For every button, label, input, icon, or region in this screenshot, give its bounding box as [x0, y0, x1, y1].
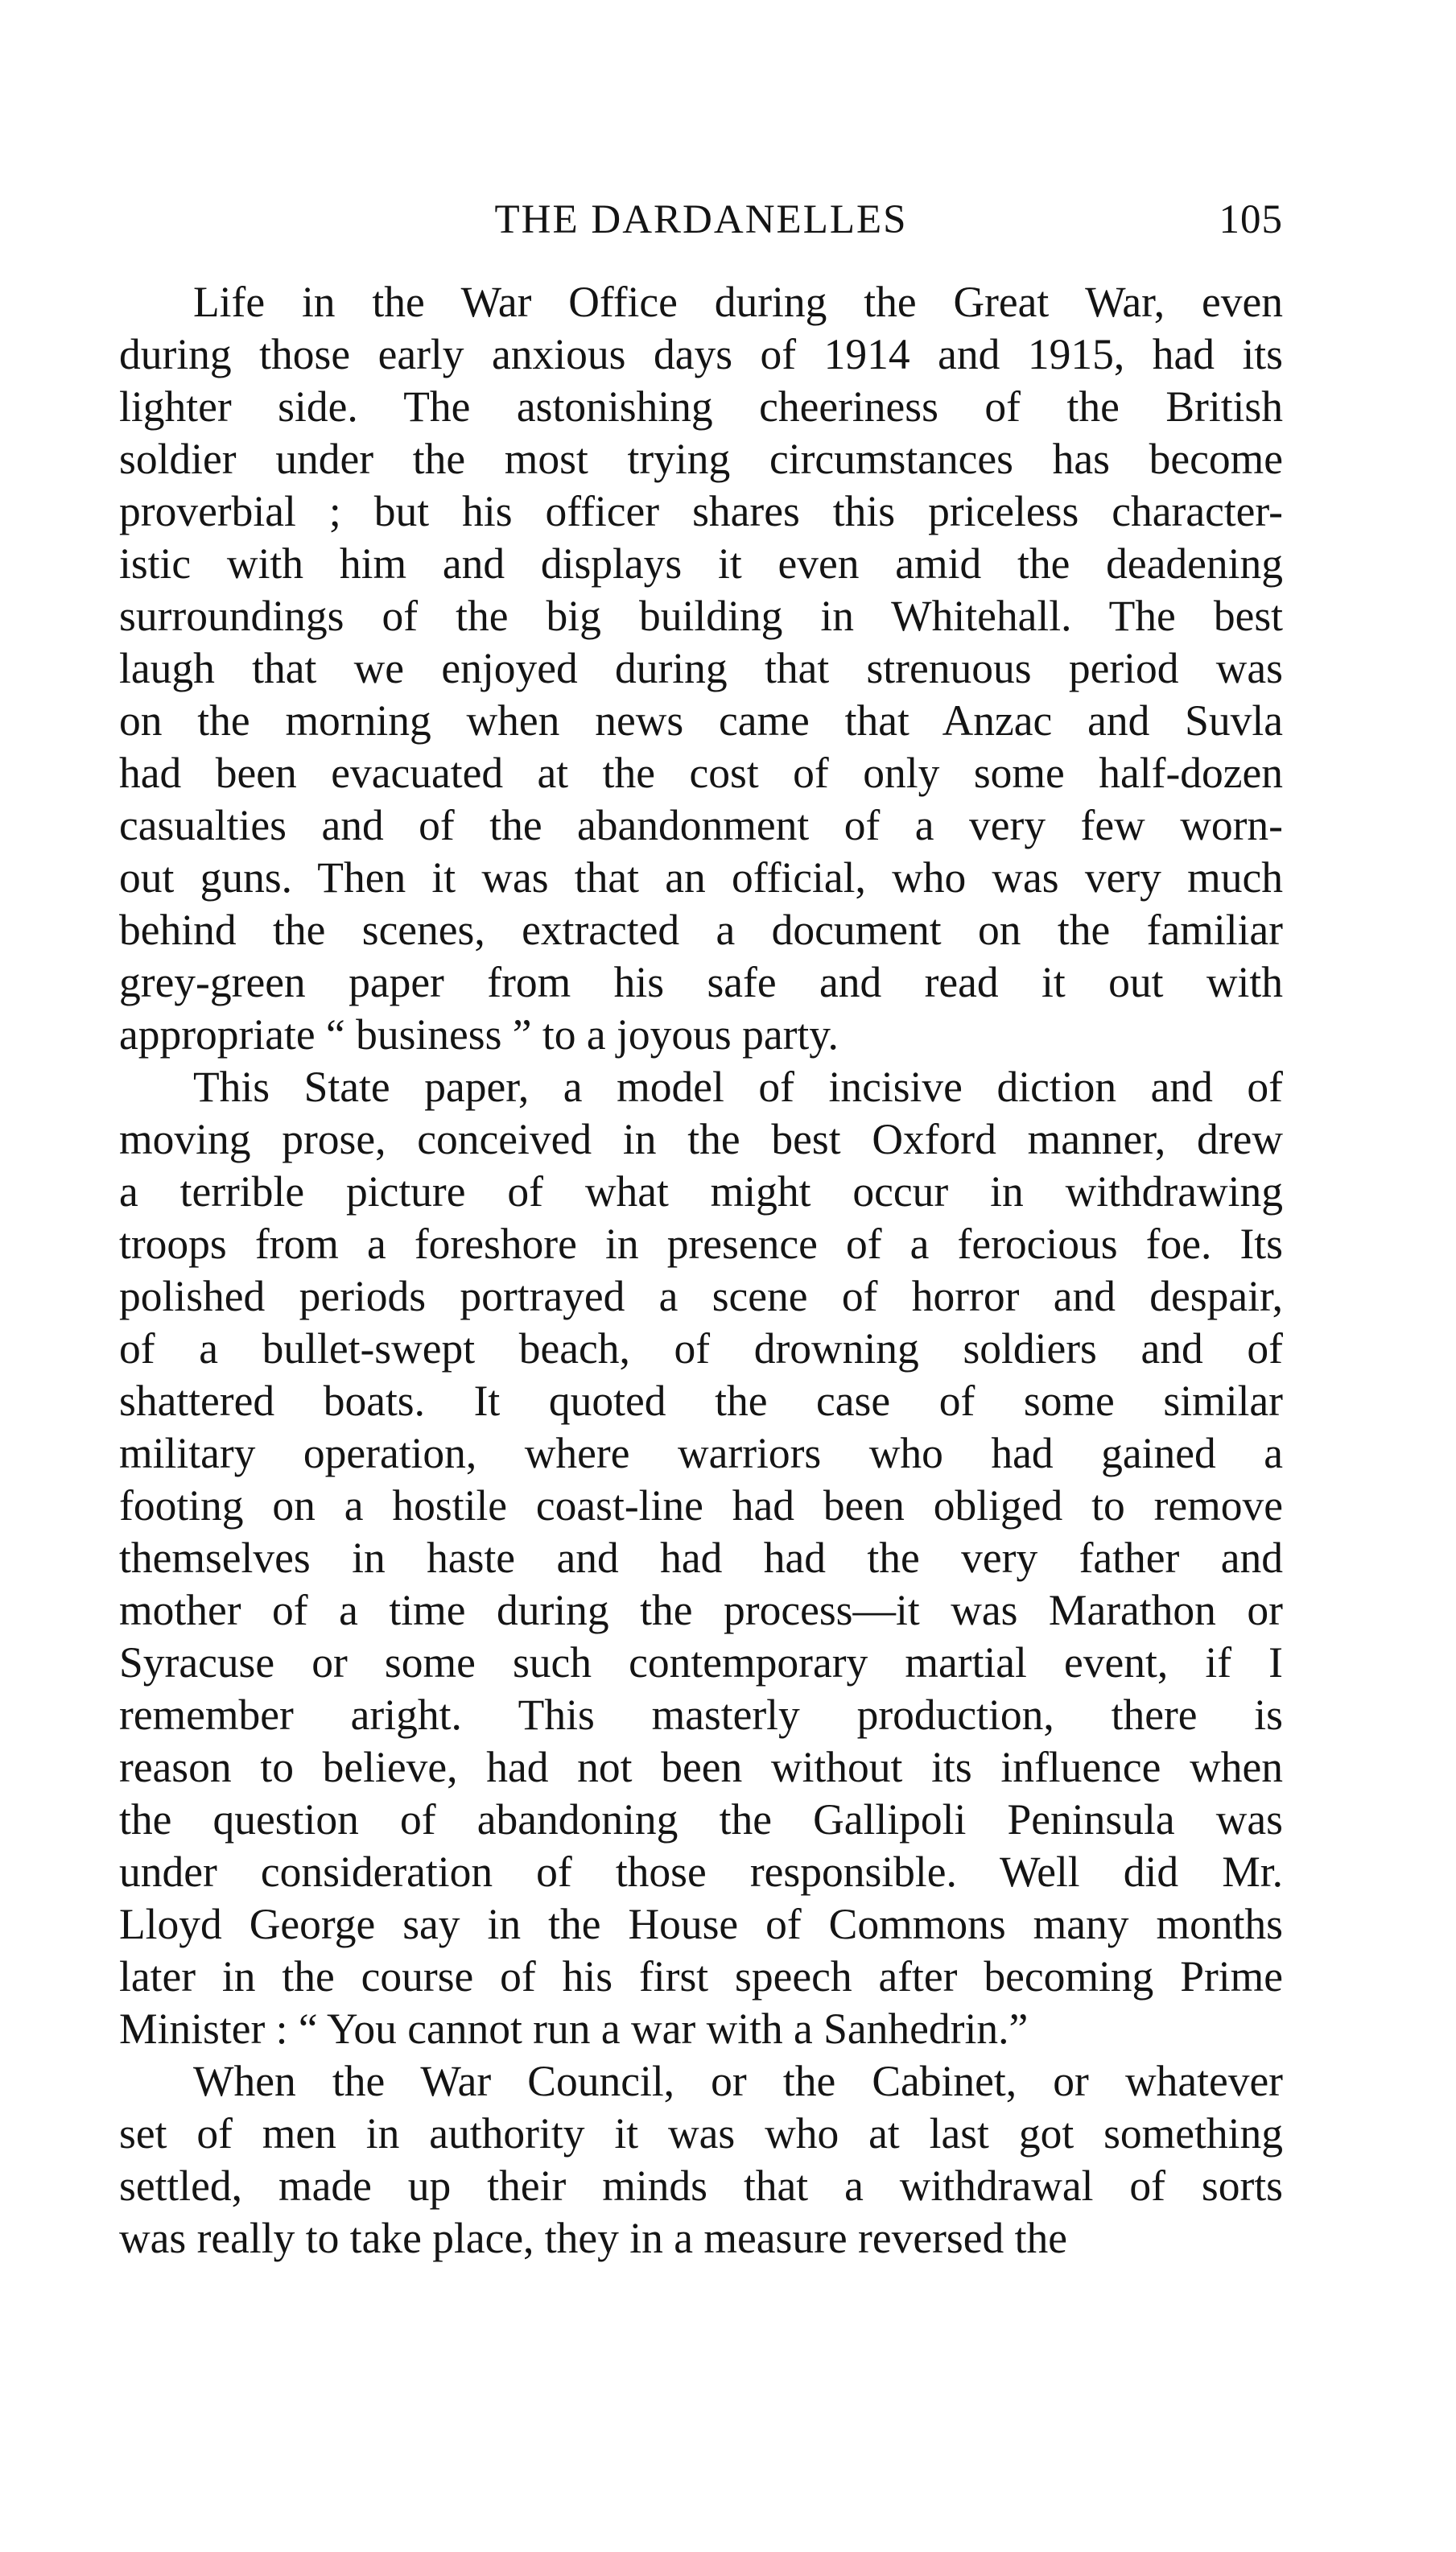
text-line: mother of a time during the process—it was Marathon or — [119, 1586, 1283, 1634]
running-header — [119, 192, 1283, 248]
text-line: on the morning when news came that Anzac and Suvla — [119, 696, 1283, 745]
text-line: under consideration of those responsible. Well did Mr. — [119, 1848, 1283, 1896]
text-line: lighter side. The astonishing cheeriness of the British — [119, 382, 1283, 431]
text-line: appropriate “ business ” to a joyous party. — [119, 1010, 839, 1059]
text-line: set of men in authority it was who at last got something — [119, 2109, 1283, 2158]
text-line: casualties and of the abandonment of a very few worn- — [119, 801, 1283, 849]
text-line: during those early anxious days of 1914 and 1915, had its — [119, 330, 1283, 378]
text-line: laugh that we enjoyed during that strenuous period was — [119, 644, 1283, 692]
text-line: moving prose, conceived in the best Oxford manner, drew — [119, 1115, 1283, 1163]
text-line: This State paper, a model of incisive diction and of — [193, 1063, 1283, 1111]
text-line: Minister : “ You cannot run a war with a Sanhedrin.” — [119, 2005, 1029, 2053]
text-line: later in the course of his first speech after becoming Prime — [119, 1952, 1283, 2001]
text-line: of a bullet-swept beach, of drowning soldiers and of — [119, 1324, 1283, 1373]
text-line: a terrible picture of what might occur in withdrawing — [119, 1167, 1283, 1216]
text-line: soldier under the most trying circumstances has become — [119, 435, 1283, 483]
text-line: proverbial ; but his officer shares this priceless character- — [119, 487, 1283, 535]
text-line: out guns. Then it was that an official, who was very much — [119, 853, 1283, 902]
text-line: settled, made up their minds that a withdrawal of sorts — [119, 2162, 1283, 2210]
body-text — [119, 276, 1283, 2265]
text-line: Syracuse or some such contemporary martial event, if I — [119, 1638, 1283, 1687]
text-line: istic with him and displays it even amid the deadening — [119, 539, 1283, 588]
running-title: THE DARDANELLES — [494, 197, 908, 242]
text-line: grey-green paper from his safe and read it out with — [119, 958, 1283, 1006]
text-line: remember aright. This masterly production, there is — [119, 1691, 1283, 1739]
text-line: polished periods portrayed a scene of horror and despair, — [119, 1272, 1283, 1320]
text-line: themselves in haste and had had the very father and — [119, 1534, 1283, 1582]
text-line: military operation, where warriors who had gained a — [119, 1429, 1283, 1477]
text-line: troops from a foreshore in presence of a ferocious foe. Its — [119, 1220, 1283, 1268]
text-line: When the War Council, or the Cabinet, or whatever — [193, 2057, 1283, 2105]
page-number: 105 — [1219, 197, 1283, 242]
text-line: had been evacuated at the cost of only some half-dozen — [119, 749, 1283, 797]
paragraph — [119, 1061, 1283, 2055]
text-line: footing on a hostile coast-line had been obliged to remove — [119, 1481, 1283, 1530]
text-line: shattered boats. It quoted the case of some similar — [119, 1377, 1283, 1425]
text-line: reason to believe, had not been without its influence when — [119, 1743, 1283, 1791]
text-line: surroundings of the big building in Whitehall. The best — [119, 592, 1283, 640]
text-line: Life in the War Office during the Great War, even — [193, 278, 1283, 326]
text-line: Lloyd George say in the House of Commons many months — [119, 1900, 1283, 1948]
text-line: the question of abandoning the Gallipoli Peninsula was — [119, 1795, 1283, 1844]
paragraph — [119, 276, 1283, 1061]
text-line: behind the scenes, extracted a document on the familiar — [119, 906, 1283, 954]
paragraph — [119, 2055, 1283, 2265]
text-line: was really to take place, they in a measure reversed the — [119, 2214, 1067, 2262]
